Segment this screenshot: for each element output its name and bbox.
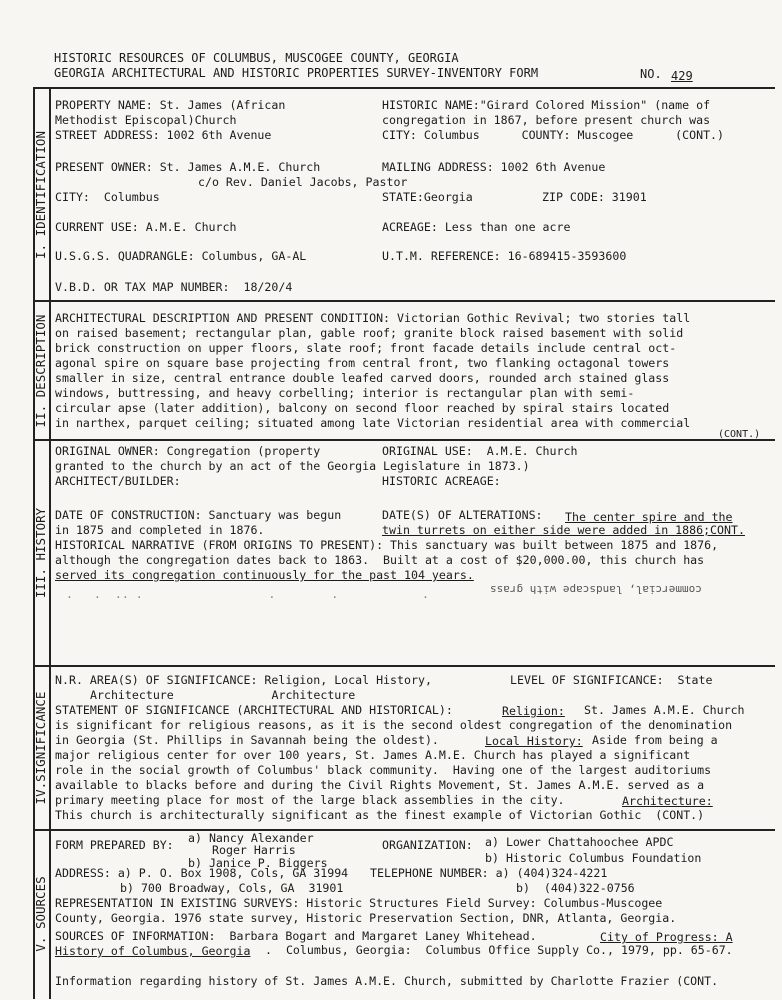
property-name-line-2: Methodist Episcopal)Church (55, 113, 237, 127)
form-title-line-1: HISTORIC RESOURCES OF COLUMBUS, MUSCOGEE COUNTY, GEORGIA (54, 51, 459, 65)
section-label-history: III. HISTORY (33, 507, 48, 599)
divider-description-history (33, 439, 775, 441)
form-prepared-by-label: FORM PREPARED BY: (55, 838, 174, 852)
historic-acreage: HISTORIC ACREAGE: (382, 474, 501, 488)
section-label-description: II. DESCRIPTION (33, 314, 48, 427)
statement-label: STATEMENT OF SIGNIFICANCE (ARCHITECTURAL AND HISTORICAL): (55, 703, 453, 717)
mailing-address: MAILING ADDRESS: 1002 6th Avenue (382, 160, 606, 174)
representation-line-2: County, Georgia. 1976 state survey, Historic Preservation Section, DNR, Atlanta, Georgia. (55, 911, 677, 925)
bleed-through-text: commercial, landscape with grass (490, 583, 702, 596)
form-title-line-2: GEORGIA ARCHITECTURAL AND HISTORIC PROPERTIES SURVEY-INVENTORY FORM (54, 66, 539, 80)
divider-identification-description (33, 300, 775, 302)
section-label-identification: I. IDENTIFICATION (33, 130, 48, 259)
preparer-b: b) Janice P. Biggers (188, 856, 328, 870)
property-name-line-1: PROPERTY NAME: St. James (African (55, 98, 286, 112)
section-label-divider (49, 87, 51, 999)
description-line-1: ARCHITECTURAL DESCRIPTION AND PRESENT CONDITION: Victorian Gothic Revival; two stories tall (55, 311, 691, 325)
address-b: b) 700 Broadway, Cols, GA 31901 (120, 881, 344, 895)
date-of-construction-line-2: in 1875 and completed in 1876. (55, 523, 265, 537)
description-line-7: circular apse (later addition), balcony on second floor reached by spiral stairs located (55, 401, 670, 415)
book-title-line-2: History of Columbus, Georgia (55, 944, 251, 958)
representation-line-1: REPRESENTATION IN EXISTING SURVEYS: Historic Structures Field Survey: Columbus-Muscogee (55, 896, 663, 910)
description-line-6: windows, buttressing, and heavy corbelling; interior is rectangular plan with semi- (55, 386, 635, 400)
description-line-5: smaller in size, central entrance double leafed carved doors, rounded arch stained glass (55, 371, 670, 385)
historical-narrative-line-1: HISTORICAL NARRATIVE (FROM ORIGINS TO PRESENT): This sanctuary was built between 1875 and 1876, (55, 538, 719, 552)
religion-text: St. James A.M.E. Church (584, 703, 745, 717)
section-label-significance: IV.SIGNIFICANCE (33, 691, 48, 805)
organization-a: a) Lower Chattahoochee APDC (485, 835, 674, 849)
divider-significance-sources (33, 829, 775, 831)
scan-speckle: · · ·· · · · · (66, 590, 429, 604)
description-line-2: on raised basement; rectangular plan, gable roof; granite block raised basement with solid (55, 326, 684, 340)
owner-care-of: c/o Rev. Daniel Jacobs, Pastor (198, 175, 408, 189)
original-owner-line-2: granted to the church by an act of the Georgia Legislature in 1873.) (55, 459, 530, 473)
zip-code: ZIP CODE: 31901 (542, 190, 647, 204)
alterations-label: DATE(S) OF ALTERATIONS: (382, 508, 543, 522)
historic-name-line-1: HISTORIC NAME:"Girard Colored Mission" (name of (382, 98, 711, 112)
description-line-3: brick construction on upper floors, slate roof; front facade details include central oct- (55, 341, 677, 355)
significance-line-6: primary meeting place for most of the large black assemblies in the city. (55, 793, 565, 807)
level-of-significance: LEVEL OF SIGNIFICANCE: State (510, 673, 713, 687)
original-owner-line-1: ORIGINAL OWNER: Congregation (property (55, 444, 321, 458)
organization-b: b) Historic Columbus Foundation (485, 851, 702, 865)
nr-area-line-1: N.R. AREA(S) OF SIGNIFICANCE: Religion, Local History, (55, 673, 432, 687)
description-line-8: in narthex, parquet ceiling; situated among late Victorian residential area with commercial (55, 416, 691, 430)
preparer-a-line-1: a) Nancy Alexander (188, 831, 314, 845)
historical-narrative-line-2: although the congregation dates back to 1863. Built at a cost of $20,000.00, this church has (55, 553, 705, 567)
date-of-construction-line-1: DATE OF CONSTRUCTION: Sanctuary was begun (55, 508, 342, 522)
nr-area-line-2: Architecture Architecture (90, 688, 356, 702)
significance-line-7: This church is architecturally significant as the finest example of Victorian Gothic (CONT.) (55, 808, 705, 822)
local-history-text: Aside from being a (592, 733, 718, 747)
significance-line-2: in Georgia (St. Phillips in Savannah being the oldest). (55, 733, 439, 747)
organization-label: ORGANIZATION: (382, 838, 473, 852)
significance-line-3: major religious center for over 100 years, St. James A.M.E. Church has played a significant (55, 748, 691, 762)
owner-city: CITY: Columbus (55, 190, 160, 204)
alterations-line-1: The center spire and the (565, 510, 733, 524)
architect-builder: ARCHITECT/BUILDER: (55, 474, 181, 488)
street-address: STREET ADDRESS: 1002 6th Avenue (55, 128, 272, 142)
significance-line-5: available to blacks before and during the Civil Rights Movement, St. James A.M.E. served as a (55, 778, 705, 792)
book-title-line-1: City of Progress: A (600, 930, 733, 944)
religion-label: Religion: (502, 704, 565, 718)
historic-name-line-2: congregation in 1867, before present church was (382, 113, 711, 127)
description-cont: (CONT.) (718, 429, 761, 440)
alterations-line-2: twin turrets on either side were added in 1886;CONT. (382, 523, 745, 537)
present-owner: PRESENT OWNER: St. James A.M.E. Church (55, 160, 321, 174)
usgs-quadrangle: U.S.G.S. QUADRANGLE: Columbus, GA-AL (55, 249, 307, 263)
city-county: CITY: Columbus COUNTY: Muscogee (CONT.) (382, 128, 725, 142)
owner-state: STATE:Georgia (382, 190, 473, 204)
address-a: ADDRESS: a) P. O. Box 1908, Cols, GA 31994 (55, 866, 349, 880)
preparer-a-line-2: Roger Harris (212, 843, 296, 857)
local-history-label: Local History: (485, 734, 583, 748)
description-line-4: agonal spire on square base projecting from central front, two flanking octagonal towers (55, 356, 670, 370)
architecture-label: Architecture: (622, 794, 713, 808)
divider-history-significance (33, 665, 775, 667)
additional-information: Information regarding history of St. James A.M.E. Church, submitted by Charlotte Frazier (CONT. (55, 974, 719, 988)
current-use: CURRENT USE: A.M.E. Church (55, 220, 237, 234)
acreage: ACREAGE: Less than one acre (382, 220, 571, 234)
section-label-sources: V. SOURCES (33, 876, 48, 952)
book-publication: . Columbus, Georgia: Columbus Office Supply Co., 1979, pp. 65-67. (265, 943, 733, 957)
significance-line-4: role in the social growth of Columbus' black community. Having one of the largest auditoriums (55, 763, 712, 777)
telephone-a: TELEPHONE NUMBER: a) (404)324-4221 (370, 866, 608, 880)
telephone-b: b) (404)322-0756 (516, 881, 635, 895)
original-use: ORIGINAL USE: A.M.E. Church (382, 444, 578, 458)
form-number-label: NO. (640, 67, 662, 81)
form-number-value: 429 (671, 69, 693, 83)
significance-line-1: is significant for religious reasons, as it is the second oldest congregation of the denomination (55, 718, 733, 732)
historical-narrative-line-3: served its congregation continuously for the past 104 years. (55, 568, 474, 582)
utm-reference: U.T.M. REFERENCE: 16-689415-3593600 (382, 249, 627, 263)
sources-of-information: SOURCES OF INFORMATION: Barbara Bogart and Margaret Laney Whitehead. (55, 929, 537, 943)
vbd-tax-map-number: V.B.D. OR TAX MAP NUMBER: 18/20/4 (55, 280, 293, 294)
